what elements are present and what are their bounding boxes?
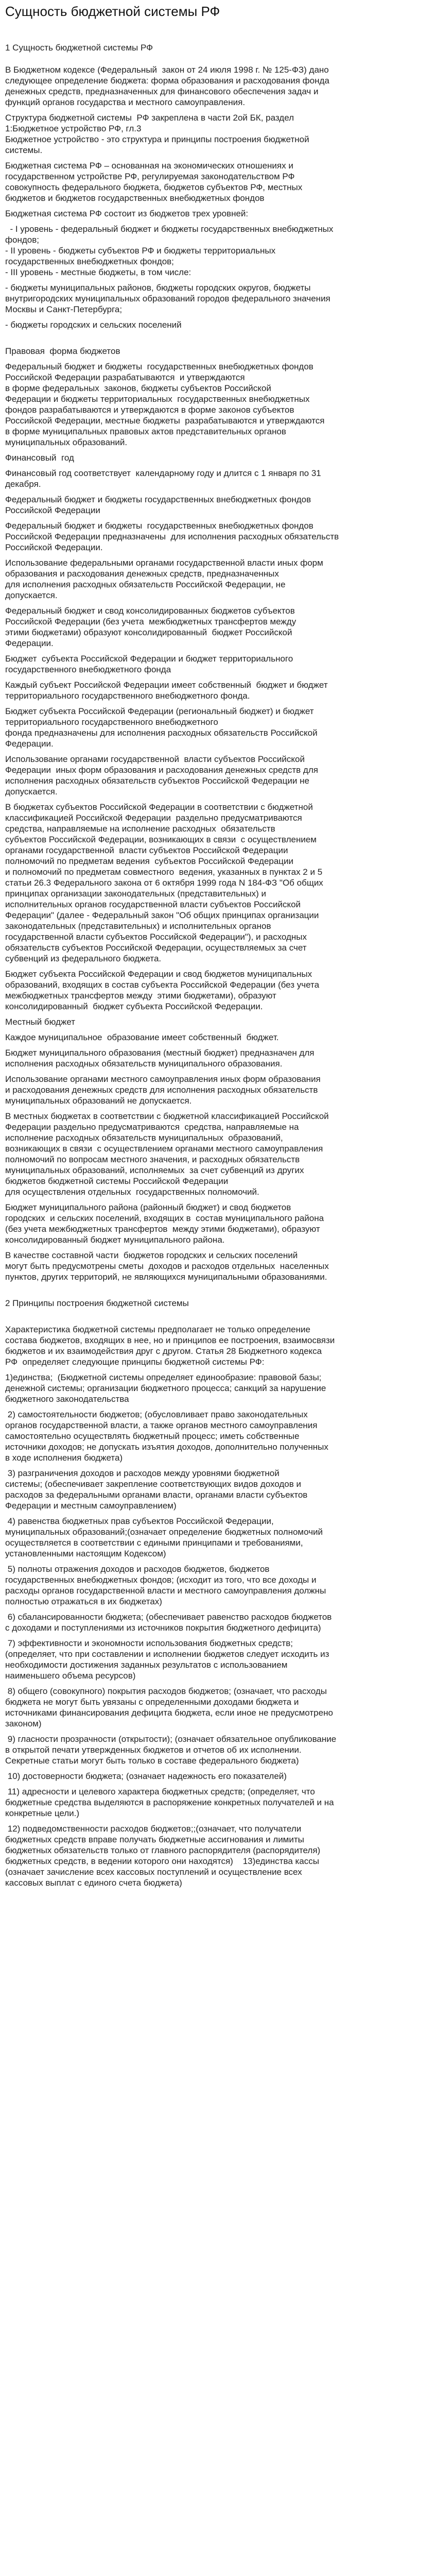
paragraph: 12) подведомственности расходов бюджетов;;(означает, что получатели бюджетных средств вправе получать бюджетные ассигнования и лимиты бюджетных обязательств только от главного распорядителя (распорядителя) бюджетных средств, в ведении которого они находятся) 13)единства кассы (означает зачисление всех кассовых поступлений и осуществление всех кассовых выплат с единого счета бюджета)	[5, 1824, 321, 1888]
paragraph: Структура бюджетной системы РФ закреплена в части 2ой БК, раздел 1:Бюджетное устройство РФ, гл.3 Бюджетное устройство - это структура и принципы построения бюджетной системы.	[5, 113, 309, 155]
paragraph: 9) гласности прозрачности (открытости); (означает обязательное опубликование в открытой печати утвержденных бюджетов и отчетов об их исполнении. Секретные статьи могут быть только в составе федерального бюджета)	[5, 1734, 337, 1766]
paragraph: Бюджет субъекта Российской Федерации и свод бюджетов муниципальных образований, входящих в состав субъекта Российской Федерации (без учета межбюджетных трансфертов между этими бюджетами), образуют консолидированный бюджет субъекта Российской Федерации.	[5, 969, 320, 1011]
paragraph: Бюджет муниципального района (районный бюджет) и свод бюджетов городских и сельских поселений, входящих в состав муниципального района (без учета межбюджетных трансфертов между этими бюджетами), образуют консолидированный бюджет муниципального района.	[5, 1202, 324, 1245]
paragraph: Использование федеральными органами государственной власти иных форм образования и расходования денежных средств, предназначенных для исполнения расходных обязательств Российской Федерации, не допускается.	[5, 558, 323, 600]
paragraph: 5) полноты отражения доходов и расходов бюджетов, бюджетов государственных внебюджетных фондов; (исходит из того, что все доходы и расходы органов государственной власти и местного самоуправления должны полностью отражаться в их бюджетах)	[5, 1564, 326, 1606]
paragraph: 1)единства; (Бюджетной системы определяет единообразие: правовой базы; денежной системы; организации бюджетного процесса; санкций за нарушение бюджетного законодательства	[5, 1372, 326, 1404]
paragraph: Бюджетная система РФ – основанная на экономических отношениях и государственном устройстве РФ, регулируемая законодательством РФ совокупность федерального бюджета, бюджетов субъектов РФ, местных бюджетов и бюджетов государственных внебюджетных фондов	[5, 161, 303, 203]
paragraph: Федеральный бюджет и бюджеты государственных внебюджетных фондов Российской Федерации разрабатываются и утверждаются в форме федеральных законов, бюджеты субъектов Российской Федерации и бюджеты территориальных государственных внебюджетных фондов разрабатываются и утверждаются в форме законов субъектов Российской Федерации, местные бюджеты разрабатываются и утверждаются в форме муниципальных правовых актов представительных органов муниципальных образований.	[5, 362, 325, 447]
paragraph: Бюджет субъекта Российской Федерации и бюджет территориального государственного внебюджетного фонда	[5, 654, 293, 674]
paragraph: Бюджет субъекта Российской Федерации (региональный бюджет) и бюджет территориального государственного внебюджетного фонда предназначены для исполнения расходных обязательств Российской Федерации.	[5, 706, 318, 749]
paragraph: Бюджетная система РФ состоит из бюджетов трех уровней:	[5, 209, 249, 218]
paragraph: Финансовый год	[5, 453, 74, 463]
paragraph: - I уровень - федеральный бюджет и бюджеты государственных внебюджетных фондов; - II уровень - бюджеты субъектов РФ и бюджеты территориальных государственных внебюджетных фондов; - III уровень - местные бюджеты, в том числе:	[5, 224, 334, 277]
paragraph: Правовая форма бюджетов	[5, 346, 120, 356]
paragraph: Использование органами местного самоуправления иных форм образования и расходования денежных средств для исполнения расходных обязательств муниципальных образований не допускается.	[5, 1074, 321, 1106]
paragraph: В Бюджетном кодексе (Федеральный закон от 24 июля 1998 г. № 125-ФЗ) дано следующее определение бюджета: форма образования и расходования фонда денежных средств, предназначенных для финансового обеспечения задач и функций органов государства и местного самоуправления.	[5, 65, 329, 107]
paragraph: В бюджетах субъектов Российской Федерации в соответствии с бюджетной классификацией Российской Федерации раздельно предусматриваются средства, направляемые на исполнение расходных обязательств субъектов Российской Федерации, возникающих в связи с осуществлением органами государственной власти субъектов Российской Федерации полномочий по предметам ведения субъектов Российской Федерации и полномочий по предметам совместного ведения, указанных в пунктах 2 и 5 статьи 26.3 Федерального закона от 6 октября 1999 года N 184-ФЗ "Об общих принципах организации законодательных (представительных) и исполнительных органов государственной власти субъектов Российской Федерации" (далее - Федеральный закон "Об общих принципах организации законодательных (представительных) и исполнительных органов государственной власти субъектов Российской Федерации"), и расходных обязательств субъектов Российской Федерации, осуществляемых за счет субвенций из федерального бюджета.	[5, 802, 323, 963]
page-title: Сущность бюджетной системы РФ	[5, 4, 220, 19]
section-heading: 1 Сущность бюджетной системы РФ	[5, 43, 153, 53]
paragraph: Характеристика бюджетной системы предполагает не только определение состава бюджетов, входящих в нее, но и принципов ее построения, взаимосвязи бюджетов и их взаимодействия друг с другом. Статья 28 Бюджетного кодекса РФ определяет следующие принципы бюджетной системы РФ:	[5, 1325, 335, 1367]
paragraph: Каждый субъект Российской Федерации имеет собственный бюджет и бюджет территориального государственного внебюджетного фонда.	[5, 680, 328, 701]
paragraph: 10) достоверности бюджета; (означает надежность его показателей)	[5, 1771, 287, 1781]
paragraph: 8) общего (совокупного) покрытия расходов бюджетов; (означает, что расходы бюджета не могут быть увязаны с определенными доходами бюджета и источниками финансирования дефицита бюджета, если иное не предусмотрено законом)	[5, 1686, 333, 1728]
paragraph: 3) разграничения доходов и расходов между уровнями бюджетной системы; (обеспечивает закрепление соответствующих видов доходов и расходов за федеральными органами власти, органами власти субъектов Федерации и местным самоуправлением)	[5, 1468, 308, 1511]
paragraph: Каждое муниципальное образование имеет собственный бюджет.	[5, 1032, 279, 1042]
document-body	[5, 42, 431, 1888]
paragraph: - бюджеты муниципальных районов, бюджеты городских округов, бюджеты внутригородских муниципальных образований городов федерального значения Москвы и Санкт-Петербурга;	[5, 283, 330, 314]
paragraph: В местных бюджетах в соответствии с бюджетной классификацией Российской Федерации раздельно предусматриваются средства, направляемые на исполнение расходных обязательств муниципальных образований, возникающих в связи с осуществлением органами местного самоуправления полномочий по вопросам местного значения, и расходных обязательств муниципальных образований, исполняемых за счет субвенций из других бюджетов бюджетной системы Российской Федерации для осуществления отдельных государственных полномочий.	[5, 1111, 329, 1197]
paragraph: 11) адресности и целевого характера бюджетных средств; (определяет, что бюджетные средства выделяются в распоряжение конкретных получателей и на конкретные цели.)	[5, 1787, 334, 1818]
paragraph: 7) эффективности и экономности использования бюджетных средств; (определяет, что при составлении и исполнении бюджетов следует исходить из необходимости достижения заданных результатов с использованием наименьшего объема ресурсов)	[5, 1638, 329, 1681]
paragraph: - бюджеты городских и сельских поселений	[5, 320, 182, 330]
paragraph: Федеральный бюджет и свод консолидированных бюджетов субъектов Российской Федерации (без учета межбюджетных трансфертов между этими бюджетами) образуют консолидированный бюджет Российской Федерации.	[5, 606, 297, 648]
paragraph: Федеральный бюджет и бюджеты государственных внебюджетных фондов Российской Федерации	[5, 495, 311, 515]
paragraph: Местный бюджет	[5, 1017, 75, 1027]
paragraph: 2 Принципы построения бюджетной системы	[5, 1298, 189, 1308]
paragraph: В качестве составной части бюджетов городских и сельских поселений могут быть предусмотрены сметы доходов и расходов отдельных населенных пунктов, других территорий, не являющихся муниципальными образованиями.	[5, 1250, 329, 1282]
paragraph: 2) самостоятельности бюджетов; (обусловливает право законодательных органов государственной власти, а также органов местного самоуправления самостоятельно осуществлять бюджетный процесс; иметь собственные источники доходов; не допускать изъятия доходов, дополнительно полученных в ходе исполнения бюджета)	[5, 1410, 328, 1463]
paragraph: 4) равенства бюджетных прав субъектов Российской Федерации, муниципальных образований;(означает определение бюджетных полномочий осуществляется в соответствии с едиными принципами и требованиями, установленными настоящим Кодексом)	[5, 1516, 323, 1558]
paragraph: 6) сбалансированности бюджета; (обеспечивает равенство расходов бюджетов с доходами и поступлениями из источников покрытия бюджетного дефицита)	[5, 1612, 332, 1633]
paragraph: Финансовый год соответствует календарному году и длится с 1 января по 31 декабря.	[5, 468, 321, 489]
paragraph: Использование органами государственной власти субъектов Российской Федерации иных форм образования и расходования денежных средств для исполнения расходных обязательств субъектов Российской Федерации не допускается.	[5, 754, 318, 796]
paragraph: Бюджет муниципального образования (местный бюджет) предназначен для исполнения расходных обязательств муниципального образования.	[5, 1048, 315, 1069]
paragraph: Федеральный бюджет и бюджеты государственных внебюджетных фондов Российской Федерации предназначены для исполнения расходных обязательств Российской Федерации.	[5, 521, 339, 552]
